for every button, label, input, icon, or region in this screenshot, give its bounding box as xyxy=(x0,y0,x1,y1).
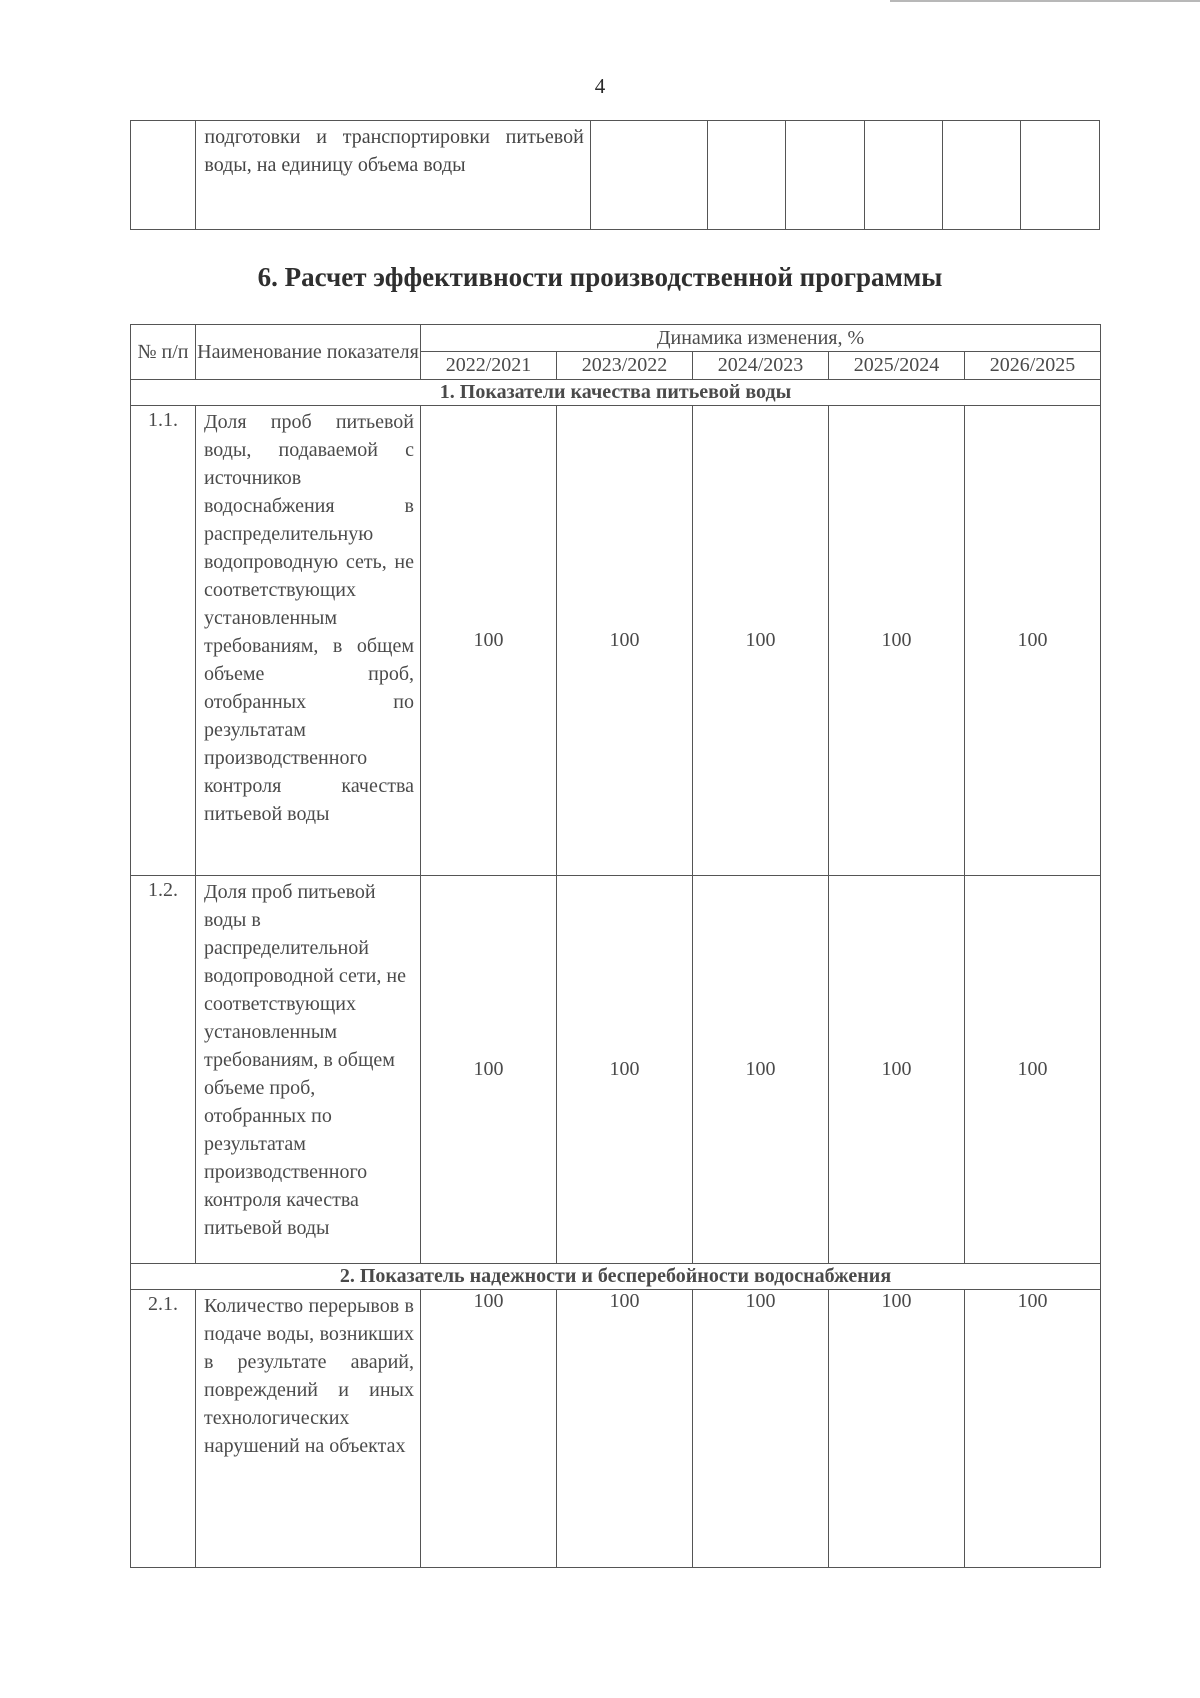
table-cell xyxy=(131,121,196,230)
table-cell xyxy=(590,121,707,230)
table-row xyxy=(131,1290,1101,1568)
page-number: 4 xyxy=(594,74,606,98)
section-band-row xyxy=(131,380,1101,406)
row-value: 100 xyxy=(421,1290,557,1568)
row-value: 100 xyxy=(829,876,965,1264)
section-band-title: 2. Показатель надежности и бесперебойности водоснабжения xyxy=(131,1264,1101,1290)
header-year: 2024/2023 xyxy=(693,352,829,380)
row-indicator-name: Доля проб питьевой воды, подаваемой с источников водоснабжения в распределительную водопроводную сеть, не соответствующих установленным требованиям, в общем объеме проб, отобранных по результатам производственного контроля качества питьевой воды xyxy=(196,406,421,876)
section-title: 6. Расчет эффективности производственной программы xyxy=(257,262,943,292)
header-dynamics: Динамика изменения, % xyxy=(421,325,1101,352)
row-value: 100 xyxy=(557,876,693,1264)
section-band-title: 1. Показатели качества питьевой воды xyxy=(131,380,1101,406)
row-value: 100 xyxy=(557,406,693,876)
row-value: 100 xyxy=(421,406,557,876)
header-year: 2023/2022 xyxy=(557,352,693,380)
header-year: 2026/2025 xyxy=(965,352,1101,380)
table-row xyxy=(131,406,1101,876)
table-row xyxy=(131,121,1100,230)
row-num: 2.1. xyxy=(131,1290,196,1568)
row-indicator-name: Количество перерывов в подаче воды, возникших в результате аварий, повреждений и иных технологических нарушений на объектах xyxy=(196,1290,421,1568)
table-row xyxy=(131,876,1101,1264)
table-cell xyxy=(943,121,1021,230)
row-value: 100 xyxy=(421,876,557,1264)
row-num: 1.1. xyxy=(131,406,196,876)
row-value: 100 xyxy=(965,876,1101,1264)
section-band-row xyxy=(131,1264,1101,1290)
row-value: 100 xyxy=(829,1290,965,1568)
top-edge-line xyxy=(890,0,1200,2)
row-value: 100 xyxy=(829,406,965,876)
row-indicator-name: Доля проб питьевой воды в распределительной водопроводной сети, не соответствующих установленным требованиям, в общем объеме проб, отобранных по результатам производственного контроля качества питьевой воды xyxy=(196,876,421,1264)
header-num: № п/п xyxy=(131,325,196,380)
continued-indicator-text: подготовки и транспортировки питьевой воды, на единицу объема воды xyxy=(196,121,590,230)
row-num: 1.2. xyxy=(131,876,196,1264)
table-cell xyxy=(1021,121,1100,230)
efficiency-table xyxy=(130,324,1101,1568)
header-year: 2022/2021 xyxy=(421,352,557,380)
table-cell xyxy=(707,121,785,230)
header-row xyxy=(131,325,1101,352)
header-name: Наименование показателя xyxy=(196,325,421,380)
row-value: 100 xyxy=(557,1290,693,1568)
row-value: 100 xyxy=(693,406,829,876)
row-value: 100 xyxy=(965,1290,1101,1568)
row-value: 100 xyxy=(965,406,1101,876)
continued-table xyxy=(130,120,1100,230)
header-year: 2025/2024 xyxy=(829,352,965,380)
row-value: 100 xyxy=(693,876,829,1264)
table-cell xyxy=(864,121,942,230)
row-value: 100 xyxy=(693,1290,829,1568)
table-cell xyxy=(786,121,864,230)
